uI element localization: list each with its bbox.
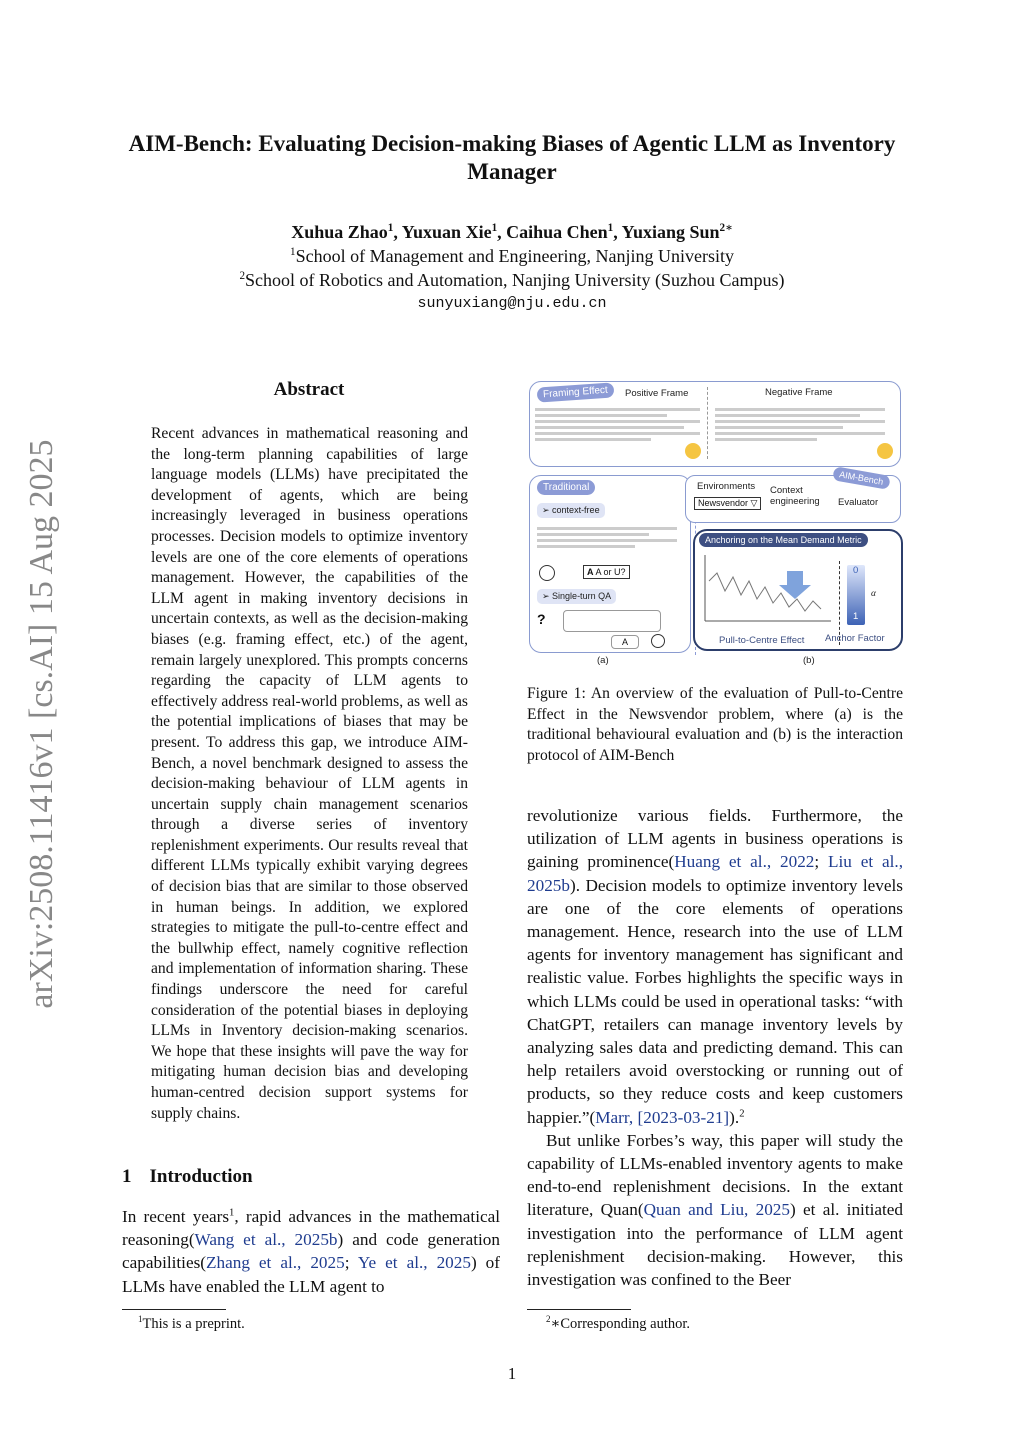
- paper-title: AIM-Bench: Evaluating Decision-making Biases of Agentic LLM as Inventory Manager: [128, 131, 896, 184]
- traditional-tag: Traditional: [537, 480, 595, 495]
- environments-label: Environments: [697, 481, 756, 492]
- figure-1: [527, 379, 903, 669]
- panel-a-label: (a): [597, 655, 609, 666]
- anchor-scale-zero: 0: [853, 565, 859, 576]
- author-names: Xuhua Zhao$^1$, Yuxuan Xie$^1$, Caihua Chen$^1$, Yuxiang Sun$^{2∗}$: [291, 222, 733, 242]
- figure-caption: Figure 1: An overview of the evaluation of Pull-to-Centre Effect in the Newsvendor problem, where (a) is the traditional behavioural evaluation and (b) is the interaction protocol of AIM-Bench: [527, 685, 903, 764]
- answer-box: A: [611, 635, 639, 649]
- author-email[interactable]: sunyuxiang@nju.edu.cn: [417, 295, 607, 312]
- arxiv-stamp: arXiv:2508.11416v1 [cs.AI] 15 Aug 2025: [23, 439, 60, 1009]
- page-number: 1: [507, 1364, 517, 1383]
- panel-b-label: (b): [803, 655, 815, 666]
- positive-frame-text: [535, 405, 700, 444]
- aim-bench-tag: AIM-Bench: [832, 466, 890, 490]
- context-engineering-label: Context engineering: [770, 485, 820, 507]
- question-box: [563, 610, 661, 632]
- framing-effect-tag: Framing Effect: [537, 382, 615, 402]
- citation-link[interactable]: Liu et al., 2025b: [527, 852, 903, 895]
- paragraph: revolutionize various fields. Furthermore, the utilization of LLM agents in business operations is gaining prominence(Huang et al., 2022; Liu et al., 2025b). Decision models to optimize inventory levels are one of the core elements of operations management. Hence, research into the use of LLM agents for inventory management has significant and realistic value. Forbes highlights the specific ways in which LLMs could be used in operational tasks: “with ChatGPT, retailers can manage inventory levels by analyzing sales data and predicting demand. This can help retailers avoid overstocking or running out of products, so they reduce costs and keep customers happier.”(Marr, [2023-03-21]).$^2$: [527, 806, 903, 1127]
- section-heading-introduction: 1 Introduction: [122, 1166, 253, 1187]
- footnote-rule: [527, 1309, 631, 1310]
- affiliation-2: $^2$School of Robotics and Automation, Nanjing University (Suzhou Campus): [239, 270, 785, 290]
- affiliation-1: $^1$School of Management and Engineering, Nanjing University: [290, 246, 734, 266]
- footnote-rule: [122, 1309, 226, 1310]
- footnote-1: $^1$This is a preprint.: [138, 1314, 245, 1332]
- citation-link[interactable]: Zhang et al., 2025: [206, 1253, 345, 1273]
- happy-face-icon: [685, 443, 701, 459]
- footnote-2: $^2$∗Corresponding author.: [546, 1314, 691, 1332]
- paragraph: But unlike Forbes’s way, this paper will study the capability of LLMs-enabled inventory agents to make end-to-end replenishment decisions. In the extant literature, Quan(Quan and Liu, 2025) et al. initiated investigation into the performance of LLM agent replenishment decision-making. However, this investigation was confined to the Beer: [527, 1130, 903, 1290]
- citation-link[interactable]: Ye et al., 2025: [357, 1253, 471, 1273]
- alpha-symbol: α: [871, 589, 876, 599]
- abstract-heading: Abstract: [273, 379, 345, 400]
- anchor-scale-one: 1: [853, 611, 859, 622]
- pull-to-centre-label: Pull-to-Centre Effect: [719, 635, 805, 646]
- newsvendor-dropdown: Newsvendor ▽: [694, 497, 761, 510]
- anchor-factor-label: Anchor Factor: [825, 633, 885, 644]
- context-free-chip: ➢ context-free: [537, 503, 605, 518]
- openai-icon: [539, 565, 555, 581]
- context-free-text: [537, 524, 677, 551]
- anchoring-title: Anchoring on the Mean Demand Metric: [699, 533, 868, 547]
- single-turn-chip: ➢ Single-turn QA: [537, 589, 616, 604]
- author-block: [100, 220, 924, 316]
- citation-link[interactable]: Huang et al., 2022: [674, 852, 815, 872]
- abstract-text: Recent advances in mathematical reasoning and the long-term planning capabilities of large language models (LLMs) have precipitated the development of agents, which are being increasingly leveraged in business operations processes. Decision models to optimize inventory levels are one of the core elements of operations management. However, the capabilities of the LLM agent in making inventory decisions in uncertain contexts, as well as the decision-making biases (e.g. framing effect, etc.) of the agent, remain largely unexplored. This prompts concerns regarding the capacity of LLM agents to effectively address real-world problems, as well as the potential implications of biases that may be present. To address this gap, we introduce AIM-Bench, a novel benchmark designed to assess the decision-making behaviour of LLM agents in uncertain supply chain management scenarios through a diverse series of inventory replenishment experiments. Our results reveal that different LLMs typically exhibit varying degrees of decision bias that are similar to those observed in human beings. In addition, we explored strategies to mitigate the pull-to-centre effect and the bullwhip effect, namely cognitive reflection and implementation of information sharing. These findings underscore the need for careful consideration of the potential biases in deploying LLMs in Inventory decision-making scenarios. We hope that these insights will pave the way for mitigating human decision bias and developing human-centred decision support systems for supply chains.: [151, 425, 468, 1122]
- frame-divider: [707, 387, 708, 459]
- citation-link[interactable]: Quan and Liu, 2025: [643, 1200, 790, 1220]
- positive-frame-label: Positive Frame: [625, 388, 689, 399]
- negative-frame-label: Negative Frame: [765, 387, 833, 398]
- evaluator-label: Evaluator: [838, 497, 879, 508]
- sad-face-icon: [877, 443, 893, 459]
- openai-icon: [651, 634, 665, 648]
- citation-link[interactable]: Marr, [2023-03-21]: [595, 1107, 730, 1127]
- citation-link[interactable]: Wang et al., 2025b: [194, 1230, 338, 1250]
- demand-chart-sketch: [703, 551, 833, 631]
- intro-continued: [527, 804, 903, 1291]
- intro-paragraph: In recent years$^1$, rapid advances in the mathematical reasoning(Wang et al., 2025b) and code generation capabilities(Zhang et al., 2025; Ye et al., 2025) of LLMs have enabled the LLM agent to: [122, 1207, 500, 1296]
- a-or-u-box: A A or U?: [583, 565, 630, 579]
- question-icon: ?: [537, 611, 546, 627]
- negative-frame-text: [715, 405, 885, 444]
